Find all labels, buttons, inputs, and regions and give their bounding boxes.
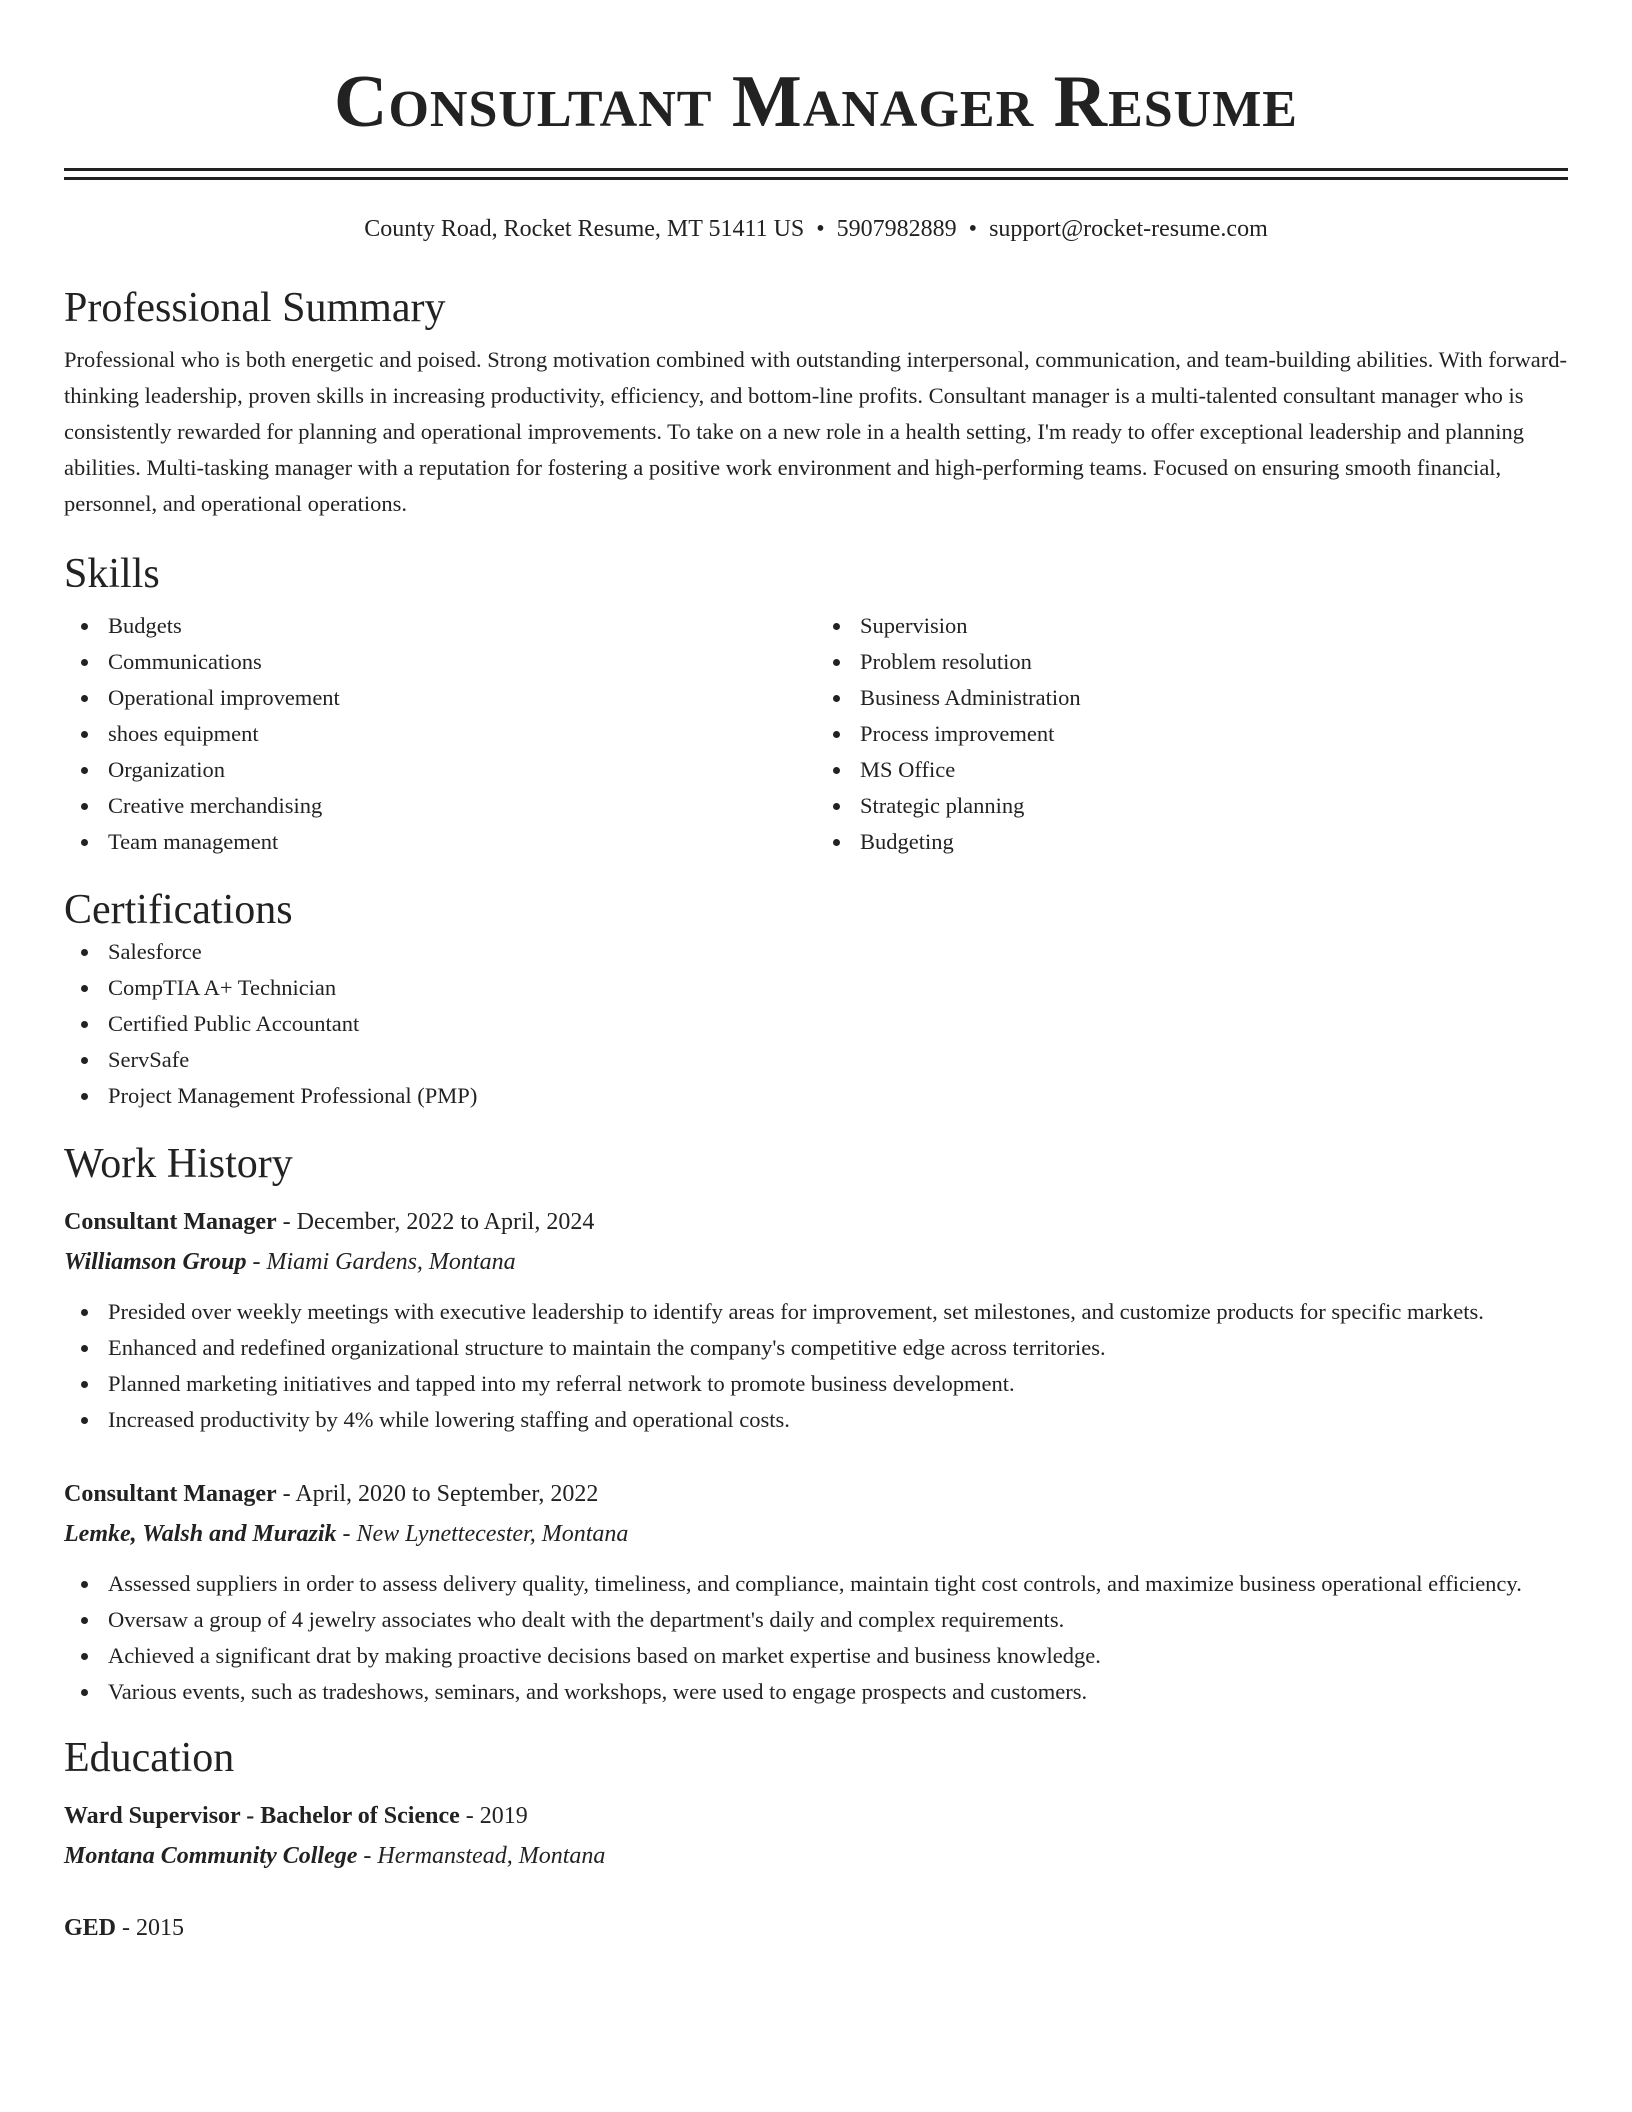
- skill-item: Organization: [64, 752, 816, 788]
- job-title-line: [64, 1474, 1568, 1514]
- contact-email: support@rocket-resume.com: [989, 216, 1268, 242]
- education-school: Montana Community College: [64, 1843, 358, 1869]
- skill-item: Strategic planning: [816, 788, 1568, 824]
- skill-item: Operational improvement: [64, 680, 816, 716]
- job-entry: [64, 1474, 1568, 1710]
- certification-item: Project Management Professional (PMP): [64, 1078, 1568, 1114]
- skill-item: Team management: [64, 824, 816, 860]
- job-dates: December, 2022 to April, 2024: [296, 1209, 595, 1235]
- section-heading-work-history: Work History: [64, 1141, 293, 1187]
- job-entry: [64, 1202, 1568, 1438]
- job-location: Miami Gardens, Montana: [266, 1249, 516, 1275]
- job-bullet: Presided over weekly meetings with executive leadership to identify areas for improvement, set milestones, and customize products for specific markets.: [64, 1294, 1568, 1330]
- contact-separator: •: [816, 216, 825, 242]
- certifications-section: [64, 886, 1568, 1114]
- job-bullet: Planned marketing initiatives and tapped into my referral network to promote business development.: [64, 1366, 1568, 1402]
- education-year: 2015: [136, 1915, 185, 1941]
- skill-item: shoes equipment: [64, 716, 816, 752]
- education-degree: GED: [64, 1915, 117, 1941]
- education-year: 2019: [479, 1803, 528, 1829]
- education-dash: -: [459, 1803, 480, 1829]
- education-entry: [64, 1908, 1568, 1948]
- skill-item: MS Office: [816, 752, 1568, 788]
- certifications-list: [64, 934, 1568, 1114]
- contact-phone: 5907982889: [836, 216, 957, 242]
- skill-item: Communications: [64, 644, 816, 680]
- job-company: Lemke, Walsh and Murazik: [64, 1521, 337, 1547]
- job-dash: -: [336, 1521, 357, 1547]
- work-history-section: [64, 1140, 1568, 1710]
- skill-item: Creative merchandising: [64, 788, 816, 824]
- skill-item: Budgets: [64, 608, 816, 644]
- education-school-line: [64, 1836, 1568, 1876]
- summary-text: Professional who is both energetic and poised. Strong motivation combined with outstanding interpersonal, communication, and team-building abilities. With forward-thinking leadership, proven skills in increasing productivity, efficiency, and bottom-line profits. Consultant manager is a multi-talented consultant manager who is consistently rewarded for planning and operational improvements. To take on a new role in a health setting, I'm ready to offer exceptional leadership and planning abilities. Multi-tasking manager with a reputation for fostering a positive work environment and high-performing teams. Focused on ensuring smooth financial, personnel, and operational operations.: [64, 347, 1567, 516]
- professional-summary-section: [64, 284, 1568, 522]
- skill-item: Process improvement: [816, 716, 1568, 752]
- job-title: Consultant Manager: [64, 1209, 277, 1235]
- section-heading-skills: Skills: [64, 551, 160, 597]
- section-heading-summary: Professional Summary: [64, 285, 446, 331]
- education-entry: [64, 1796, 1568, 1876]
- education-location: Hermanstead, Montana: [377, 1843, 606, 1869]
- section-heading-certifications: Certifications: [64, 887, 293, 933]
- skill-item: Problem resolution: [816, 644, 1568, 680]
- job-company: Williamson Group: [64, 1249, 247, 1275]
- title-divider-thin: [64, 177, 1568, 180]
- job-title: Consultant Manager: [64, 1481, 277, 1507]
- contact-line: [64, 214, 1568, 244]
- education-degree-line: [64, 1908, 1568, 1948]
- job-bullet: Oversaw a group of 4 jewelry associates who dealt with the department's daily and complex requirements.: [64, 1602, 1568, 1638]
- skill-item: Budgeting: [816, 824, 1568, 860]
- skills-section: [64, 550, 1568, 860]
- job-company-line: [64, 1514, 1568, 1554]
- certification-item: Certified Public Accountant: [64, 1006, 1568, 1042]
- job-dates: April, 2020 to September, 2022: [295, 1481, 599, 1507]
- job-dash: -: [276, 1209, 297, 1235]
- job-location: New Lynettecester, Montana: [356, 1521, 629, 1547]
- certification-item: ServSafe: [64, 1042, 1568, 1078]
- skill-item: Business Administration: [816, 680, 1568, 716]
- skill-item: Supervision: [816, 608, 1568, 644]
- certification-item: CompTIA A+ Technician: [64, 970, 1568, 1006]
- skills-columns: [64, 608, 1568, 860]
- job-dash: -: [246, 1249, 267, 1275]
- job-bullet: Achieved a significant drat by making proactive decisions based on market expertise and business knowledge.: [64, 1638, 1568, 1674]
- job-bullet: Various events, such as tradeshows, seminars, and workshops, were used to engage prospects and customers.: [64, 1674, 1568, 1710]
- education-degree: Ward Supervisor - Bachelor of Science: [64, 1803, 460, 1829]
- contact-separator: •: [968, 216, 978, 242]
- job-bullets: [64, 1294, 1568, 1438]
- skills-list-right: [816, 608, 1568, 860]
- education-dash: -: [116, 1915, 137, 1941]
- title-divider-thick: [64, 168, 1568, 171]
- job-bullet: Increased productivity by 4% while lowering staffing and operational costs.: [64, 1402, 1568, 1438]
- skills-list-left: [64, 608, 816, 860]
- job-title-line: [64, 1202, 1568, 1242]
- job-bullets: [64, 1566, 1568, 1710]
- job-company-line: [64, 1242, 1568, 1282]
- job-bullet: Assessed suppliers in order to assess delivery quality, timeliness, and compliance, maintain tight cost controls, and maximize business operational efficiency.: [64, 1566, 1568, 1602]
- education-dash: -: [357, 1843, 378, 1869]
- education-section: [64, 1734, 1568, 1948]
- contact-address: County Road, Rocket Resume, MT 51411 US: [364, 216, 805, 242]
- certification-item: Salesforce: [64, 934, 1568, 970]
- education-degree-line: [64, 1796, 1568, 1836]
- section-heading-education: Education: [64, 1735, 235, 1781]
- job-dash: -: [276, 1481, 296, 1507]
- job-bullet: Enhanced and redefined organizational structure to maintain the company's competitive edge across territories.: [64, 1330, 1568, 1366]
- resume-title: Consultant Manager Resume: [334, 61, 1298, 143]
